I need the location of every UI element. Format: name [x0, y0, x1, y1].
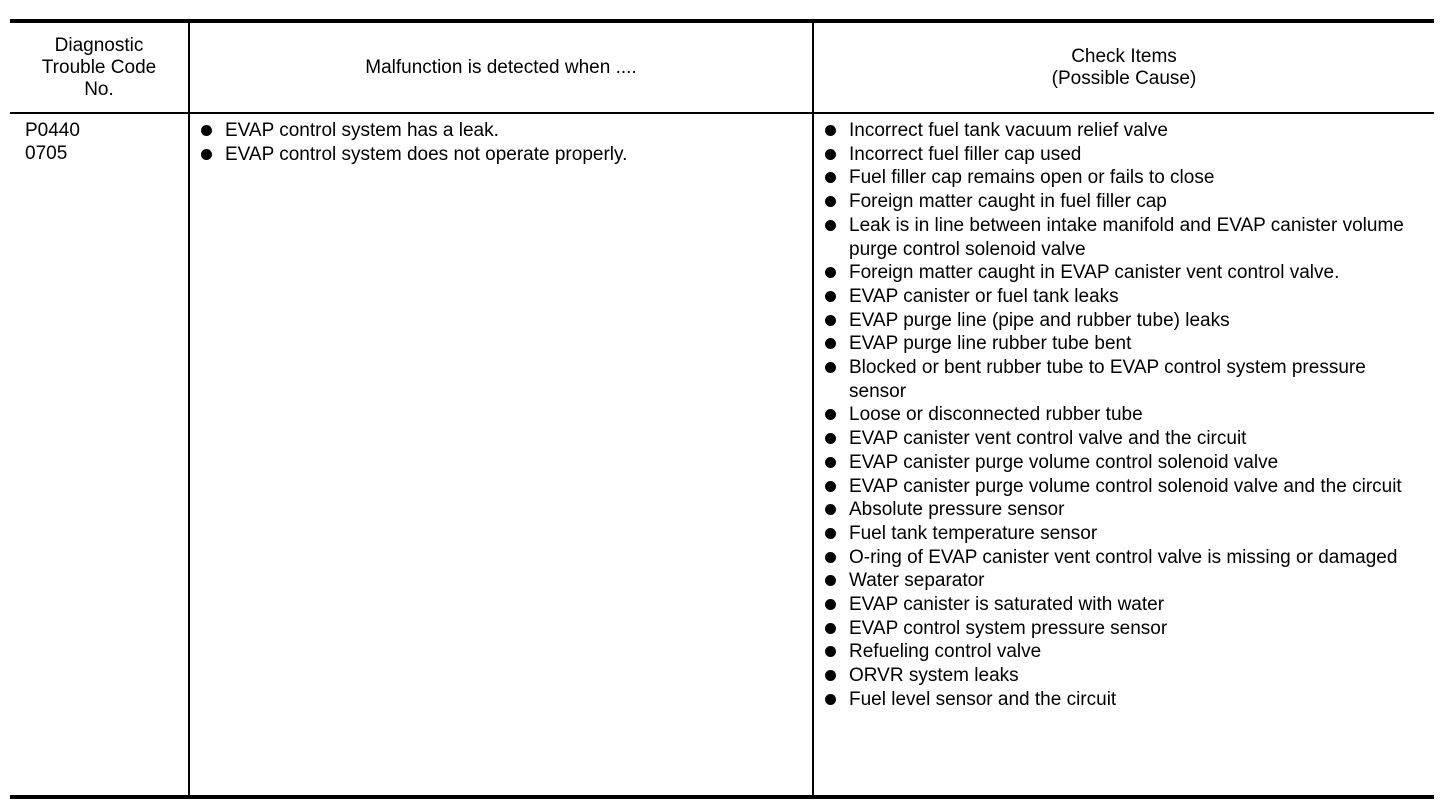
header-check-line: (Possible Cause) — [1051, 67, 1197, 89]
check-item — [822, 285, 1422, 309]
check-item-text: EVAP control system pressure sensor — [849, 617, 1168, 639]
check-item — [822, 309, 1422, 333]
check-item-text: Water separator — [849, 570, 985, 592]
bullet-icon — [825, 291, 836, 302]
check-items-list — [822, 119, 1422, 712]
check-item — [822, 166, 1422, 190]
bullet-icon — [825, 433, 836, 444]
check-item-text: Leak is in line between intake manifold and EVAP canister volume purge control solenoid valve — [849, 214, 1404, 260]
header-check-items — [814, 23, 1434, 112]
check-item-text: Incorrect fuel filler cap used — [849, 143, 1082, 165]
check-item — [822, 475, 1422, 499]
check-item — [822, 522, 1422, 546]
header-dtc — [10, 23, 188, 112]
bullet-icon — [825, 694, 836, 705]
bullet-icon — [825, 528, 836, 539]
malfunction-item — [198, 119, 798, 143]
bullet-icon — [825, 172, 836, 183]
bullet-icon — [825, 267, 836, 278]
check-item — [822, 664, 1422, 688]
malfunction-item-text: EVAP control system does not operate properly. — [225, 143, 628, 165]
check-item — [822, 214, 1422, 261]
dtc-codes — [25, 119, 80, 165]
check-item — [822, 190, 1422, 214]
header-dtc-line: No. — [84, 78, 114, 100]
check-item — [822, 332, 1422, 356]
check-item — [822, 546, 1422, 570]
check-item — [822, 143, 1422, 167]
check-item — [822, 451, 1422, 475]
check-item-text: EVAP canister purge volume control solenoid valve — [849, 451, 1279, 473]
malfunction-list — [198, 119, 798, 166]
bullet-icon — [825, 552, 836, 563]
header-malfunction — [190, 23, 812, 112]
column-divider-2 — [812, 23, 814, 795]
check-item-text: Blocked or bent rubber tube to EVAP control system pressure sensor — [849, 357, 1366, 402]
bullet-icon — [201, 149, 212, 160]
bullet-icon — [825, 409, 836, 420]
check-item — [822, 261, 1422, 285]
bullet-icon — [825, 362, 836, 373]
bullet-icon — [825, 623, 836, 634]
bullet-icon — [825, 149, 836, 160]
check-item — [822, 593, 1422, 617]
check-item — [822, 403, 1422, 427]
check-item-text: Fuel tank temperature sensor — [849, 522, 1098, 544]
table-bottom-border — [10, 795, 1434, 799]
check-item — [822, 640, 1422, 664]
bullet-icon — [825, 315, 836, 326]
check-item — [822, 498, 1422, 522]
check-item-text: EVAP canister purge volume control solenoid valve and the circuit — [849, 475, 1402, 497]
header-check-line: Check Items — [1071, 45, 1177, 67]
header-divider — [10, 112, 1434, 114]
check-item-text: Fuel filler cap remains open or fails to close — [849, 167, 1215, 189]
bullet-icon — [825, 220, 836, 231]
bullet-icon — [825, 338, 836, 349]
check-item — [822, 688, 1422, 712]
check-item-text: Absolute pressure sensor — [849, 499, 1065, 521]
check-item-text: Incorrect fuel tank vacuum relief valve — [849, 120, 1168, 141]
bullet-icon — [825, 670, 836, 681]
column-divider-1 — [188, 23, 190, 795]
bullet-icon — [825, 196, 836, 207]
dtc-code: 0705 — [25, 143, 68, 164]
bullet-icon — [825, 457, 836, 468]
check-item — [822, 119, 1422, 143]
dtc-code: P0440 — [25, 120, 80, 141]
malfunction-item — [198, 143, 798, 167]
bullet-icon — [825, 599, 836, 610]
check-item — [822, 356, 1422, 403]
check-item — [822, 427, 1422, 451]
bullet-icon — [825, 646, 836, 657]
malfunction-item-text: EVAP control system has a leak. — [225, 120, 499, 141]
header-dtc-line: Diagnostic — [54, 34, 144, 56]
bullet-icon — [825, 504, 836, 515]
check-item-text: Foreign matter caught in EVAP canister vent control valve. — [849, 262, 1340, 284]
check-item-text: EVAP canister or fuel tank leaks — [849, 285, 1119, 307]
check-item-text: EVAP canister vent control valve and the circuit — [849, 428, 1247, 450]
bullet-icon — [825, 575, 836, 586]
check-item-text: Refueling control valve — [849, 641, 1042, 663]
check-item-text: EVAP canister is saturated with water — [849, 594, 1165, 616]
check-item-text: EVAP purge line (pipe and rubber tube) leaks — [849, 309, 1230, 331]
bullet-icon — [201, 125, 212, 136]
header-dtc-line: Trouble Code — [41, 56, 157, 78]
check-item — [822, 617, 1422, 641]
check-item — [822, 569, 1422, 593]
check-item-text: O-ring of EVAP canister vent control valve is missing or damaged — [849, 546, 1398, 568]
check-item-text: Foreign matter caught in fuel filler cap — [849, 191, 1167, 213]
check-item-text: EVAP purge line rubber tube bent — [849, 333, 1132, 355]
check-item-text: ORVR system leaks — [849, 665, 1019, 687]
header-malfunction-text: Malfunction is detected when .... — [365, 56, 637, 78]
bullet-icon — [825, 481, 836, 492]
check-item-text: Fuel level sensor and the circuit — [849, 688, 1117, 710]
check-item-text: Loose or disconnected rubber tube — [849, 404, 1143, 426]
bullet-icon — [825, 125, 836, 136]
